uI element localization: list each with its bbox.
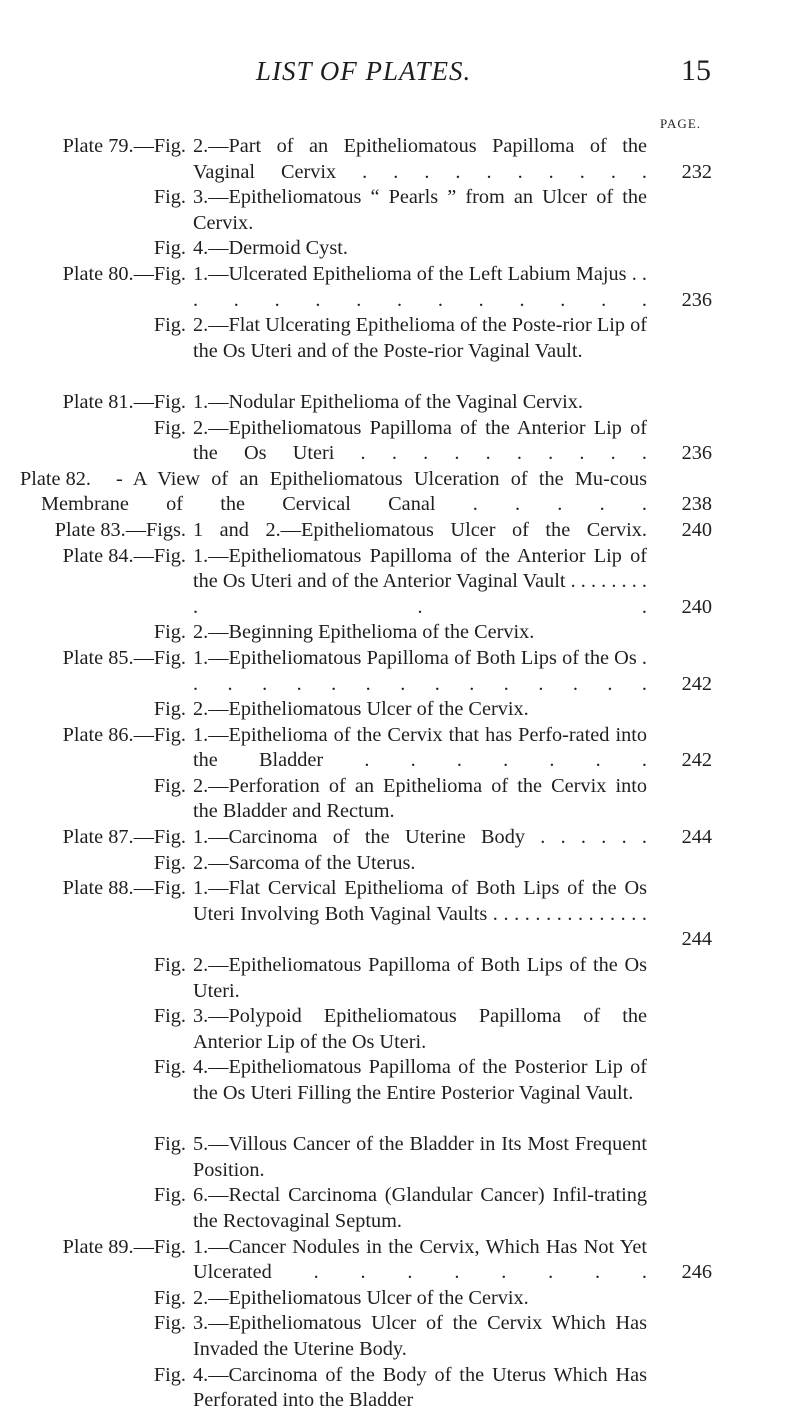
entry-label: Fig. <box>153 314 186 337</box>
plate-entry <box>0 723 801 774</box>
entry-label: Fig. <box>153 698 186 721</box>
entry-description: 3.—Epitheliomatous “ Pearls ” from an Ulcer of the Cervix. <box>193 186 647 234</box>
entry-description: 2.—Perforation of an Epithelioma of the Cervix into the Bladder and Rectum. <box>193 774 647 823</box>
plate-entry <box>0 1004 801 1055</box>
entry-label: Fig. <box>153 237 186 260</box>
entry-label: Fig. <box>153 1133 186 1156</box>
plate-entry <box>0 1183 801 1234</box>
entry-label: Fig. <box>153 416 186 439</box>
entry-page-number: 236 <box>681 442 712 465</box>
entry-description: 1.—Epitheliomatous Papilloma of the Anterior Lip of the Os Uteri and of the Anterior Vaginal Vault . . . . . . . . . . . <box>193 544 647 618</box>
plate-entry <box>0 953 801 1004</box>
running-title: LIST OF PLATES. <box>256 56 472 86</box>
entry-label: Fig. <box>153 851 186 874</box>
plate-entry <box>0 544 801 621</box>
plate-entry <box>0 1311 801 1362</box>
entry-label: Plate 84.—Fig. <box>62 544 186 567</box>
entry-label: Fig. <box>153 954 186 977</box>
entry-description: 2.—Beginning Epithelioma of the Cervix. <box>193 621 535 644</box>
entry-page-number: 242 <box>681 672 712 695</box>
entry-description: 2.—Sarcoma of the Uterus. <box>193 851 416 874</box>
plate-entry <box>0 774 801 825</box>
plate-entry <box>0 1363 801 1414</box>
plate-entry <box>0 185 801 236</box>
entry-page-number: 244 <box>681 928 712 951</box>
plate-entry <box>0 313 801 390</box>
entry-description: 4.—Epitheliomatous Papilloma of the Posterior Lip of the Os Uteri Filling the Entire Posterior Vaginal Vault. <box>193 1056 647 1105</box>
entry-label: Plate 87.—Fig. <box>62 826 186 849</box>
entry-page-number: 236 <box>681 288 712 311</box>
plate-entry <box>0 697 801 723</box>
page-header <box>0 56 801 96</box>
entry-label: Plate 86.—Fig. <box>62 723 186 746</box>
entry-description: 2.—Flat Ulcerating Epithelioma of the Poste-rior Lip of the Os Uteri and of the Poste-rior Vaginal Vault. <box>193 314 647 362</box>
plate-entry <box>0 851 801 877</box>
entry-label: Plate 85.—Fig. <box>62 646 186 669</box>
entry-description: 1 and 2.—Epitheliomatous Ulcer of the Cervix. <box>193 518 647 541</box>
entry-description: 1.—Ulcerated Epithelioma of the Left Labium Majus . . . . . . . . . . . . . . <box>193 262 647 311</box>
entry-label: Fig. <box>153 1005 186 1028</box>
page-column-label: PAGE. <box>660 116 702 131</box>
entry-description: 1.—Cancer Nodules in the Cervix, Which Has Not Yet Ulcerated . . . . . . . . <box>193 1235 647 1284</box>
entry-label: Fig. <box>153 1056 186 1079</box>
entry-label: Plate 81.—Fig. <box>62 390 186 413</box>
entry-description: 1.—Carcinoma of the Uterine Body . . . . . . <box>193 826 647 849</box>
entry-label: Plate 88.—Fig. <box>62 877 186 900</box>
entry-label: Fig. <box>153 186 186 209</box>
plate-entry <box>0 825 801 851</box>
entry-description: - A View of an Epitheliomatous Ulceration of the Mu-cous Membrane of the Cervical Canal . . . . . <box>41 467 647 516</box>
entry-description: 1.—Epithelioma of the Cervix that has Perfo-rated into the Bladder . . . . . . . <box>193 723 647 772</box>
plate-entry <box>0 134 801 185</box>
entry-page-number: 246 <box>681 1261 712 1284</box>
entry-page-number: 232 <box>681 160 712 183</box>
entry-label: Plate 89.—Fig. <box>62 1235 186 1258</box>
entry-description: 2.—Epitheliomatous Papilloma of the Anterior Lip of the Os Uteri . . . . . . . . . . <box>193 416 647 465</box>
plate-entry <box>0 390 801 416</box>
entry-page-number: 240 <box>681 595 712 618</box>
entry-description: 2.—Epitheliomatous Ulcer of the Cervix. <box>193 1286 529 1309</box>
entry-description: 4.—Dermoid Cyst. <box>193 237 348 260</box>
entry-description: 5.—Villous Cancer of the Bladder in Its Most Frequent Position. <box>193 1133 647 1181</box>
plate-entry <box>0 620 801 646</box>
plate-entry <box>0 1235 801 1286</box>
plate-entry <box>0 1055 801 1132</box>
entry-description: 3.—Epitheliomatous Ulcer of the Cervix Which Has Invaded the Uterine Body. <box>193 1312 647 1360</box>
entry-label: Fig. <box>153 1286 186 1309</box>
plate-entry <box>0 236 801 262</box>
entry-description: 2.—Epitheliomatous Ulcer of the Cervix. <box>193 698 529 721</box>
entry-description: 1.—Flat Cervical Epithelioma of Both Lips of the Os Uteri Involving Both Vaginal Vaults . . . . . . . . . . . . . . . <box>193 877 647 925</box>
entry-page-number: 238 <box>681 493 712 516</box>
entry-label: Fig. <box>153 1312 186 1335</box>
entry-description: 3.—Polypoid Epitheliomatous Papilloma of the Anterior Lip of the Os Uteri. <box>193 1005 647 1053</box>
entry-description: 2.—Epitheliomatous Papilloma of Both Lips of the Os Uteri. <box>193 954 647 1002</box>
plate-list <box>0 134 801 1414</box>
plate-entry <box>0 518 801 544</box>
plate-entry <box>0 262 801 313</box>
entry-description: 1.—Epitheliomatous Papilloma of Both Lips of the Os . . . . . . . . . . . . . . . <box>193 646 647 695</box>
plate-entry <box>0 646 801 697</box>
plate-entry <box>0 416 801 467</box>
entry-label: Fig. <box>153 1363 186 1386</box>
plate-entry <box>0 876 801 953</box>
entry-description: 6.—Rectal Carcinoma (Glandular Cancer) Infil-trating the Rectovaginal Septum. <box>193 1184 647 1232</box>
entry-label: Plate 82. <box>20 467 91 490</box>
entry-description: 1.—Nodular Epithelioma of the Vaginal Cervix. <box>193 390 583 413</box>
entry-label: Plate 79.—Fig. <box>62 135 186 157</box>
entry-label: Plate 80.—Fig. <box>62 262 186 285</box>
plate-entry <box>0 1286 801 1312</box>
entry-page-number: 244 <box>681 826 712 849</box>
plate-entry <box>0 1132 801 1183</box>
entry-label: Fig. <box>153 774 186 797</box>
entry-label: Plate 83.—Figs. <box>54 518 186 541</box>
entry-label: Fig. <box>153 1184 186 1207</box>
entry-page-number: 242 <box>681 749 712 772</box>
entry-label: Fig. <box>153 621 186 644</box>
plate-entry <box>0 467 801 518</box>
entry-page-number: 240 <box>681 518 712 541</box>
page-number: 15 <box>681 54 711 87</box>
entry-description: 4.—Carcinoma of the Body of the Uterus Which Has Perforated into the Bladder <box>193 1363 647 1412</box>
entry-description: 2.—Part of an Epitheliomatous Papilloma of the Vaginal Cervix . . . . . . . . . . <box>193 135 647 183</box>
